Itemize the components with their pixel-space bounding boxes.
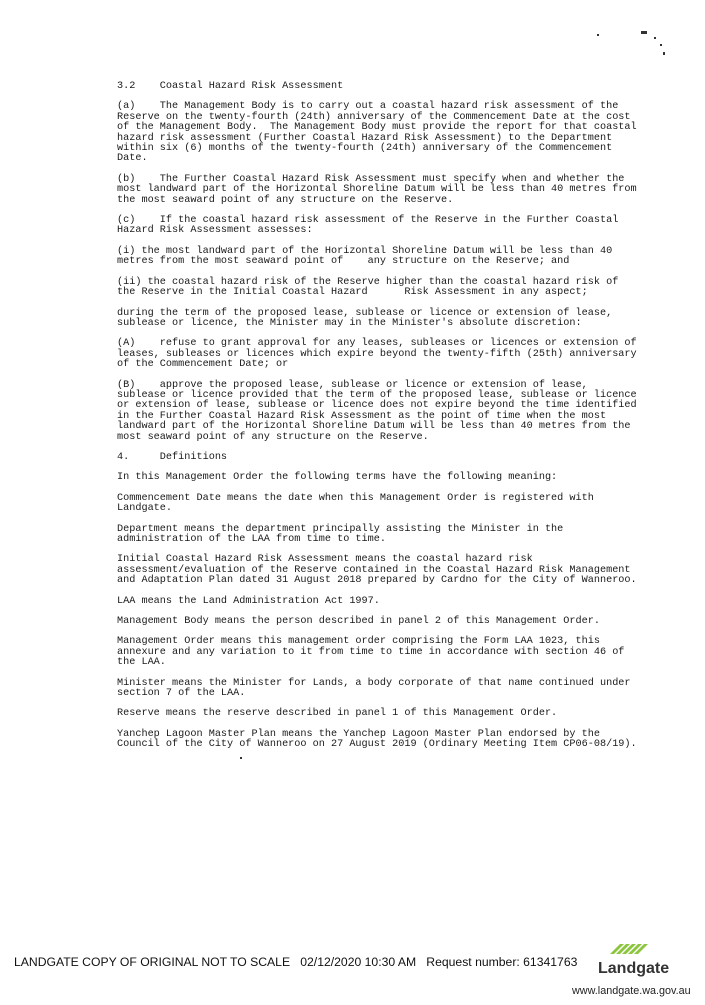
item-B: (B) approve the proposed lease, sublease or licence or extension of lease, sublease or licence provided that the term of the proposed lease, sublease or licence or extension of lease, sublease or licence does not expire beyond the time identified in the Further Coastal Hazard Risk Assessment as the point of time when the most landward part of the Horizontal Shoreline Datum will be less than 40 metres from the most seaward point of any structure on the Reserve.	[117, 379, 643, 443]
definition-department: Department means the department principally assisting the Minister in the administration of the LAA from time to time.	[117, 523, 570, 545]
paragraph-b: (b) The Further Coastal Hazard Risk Assessment must specify when and whether the most landward part of the Horizontal Shoreline Datum will be less than 40 metres from the most seaward point of any structure on the Reserve.	[117, 173, 643, 206]
landgate-url[interactable]: www.landgate.wa.gov.au	[572, 985, 691, 997]
item-i: (i) the most landward part of the Horizontal Shoreline Datum will be less than 40 metres from the most seaward point of any structure on the Reserve; and	[117, 245, 619, 268]
definition-reserve: Reserve means the reserve described in panel 1 of this Management Order.	[117, 708, 558, 720]
definition-initial-assessment: Initial Coastal Hazard Risk Assessment means the coastal hazard risk assessment/evaluation of the Reserve contained in the Coastal Hazard Risk Management and Adaptation Plan dated 31 August 2018 prepared by Cardno for the City of Wanneroo.	[117, 554, 637, 587]
item-ii: (ii) the coastal hazard risk of the Reserve higher than the coastal hazard risk of the Reserve in the Initial Coastal Hazard Risk Assessment in any aspect;	[117, 276, 625, 299]
definition-minister: Minister means the Minister for Lands, a body corporate of that name continued under section 7 of the LAA.	[117, 677, 637, 700]
paragraph-a: (a) The Management Body is to carry out a coastal hazard risk assessment of the Reserve on the twenty-fourth (24th) anniversary of the Commencement Date at the cost of the Management Body. The Management Body must provide the report for that coastal hazard risk assessment (Further Coastal Hazard Risk Assessment) to the Department within six (6) months of the twenty-fourth (24th) anniversary of the Commencement Date.	[117, 101, 643, 165]
copy-notice: LANDGATE COPY OF ORIGINAL NOT TO SCALE 02/12/2020 10:30 AM Request number: 61341763	[14, 955, 578, 969]
definition-management-body: Management Body means the person described in panel 2 of this Management Order.	[117, 616, 600, 628]
definition-master-plan: Yanchep Lagoon Master Plan means the Yanchep Lagoon Master Plan endorsed by the Council of the City of Wanneroo on 27 August 2019 (Ordinary Meeting Item CP06-08/19).	[117, 728, 637, 751]
definition-management-order: Management Order means this management order comprising the Form LAA 1023, this annexure and any variation to it from time to time in accordance with section 46 of the LAA.	[117, 636, 631, 669]
paragraph-c: (c) If the coastal hazard risk assessment of the Reserve in the Further Coastal Hazard Risk Assessment assesses:	[117, 215, 625, 237]
section-heading-3-2: 3.2 Coastal Hazard Risk Assessment	[117, 81, 344, 92]
item-A: (A) refuse to grant approval for any leases, subleases or licences or extension of leases, subleases or licences which expire beyond the twenty-fifth (25th) anniversary of the Commencement Date; or	[117, 338, 643, 371]
definitions-intro: In this Management Order the following terms have the following meaning:	[117, 472, 558, 484]
landgate-wordmark: Landgate	[598, 960, 670, 977]
document-body	[117, 82, 641, 761]
section-heading-4: 4. Definitions	[117, 451, 228, 463]
discretion-paragraph: during the term of the proposed lease, sublease or licence or extension of lease, sublease or licence, the Minister may in the Minister's absolute discretion:	[117, 307, 619, 329]
definition-commencement-date: Commencement Date means the date when this Management Order is registered with Landgate.	[117, 492, 600, 515]
definition-laa: LAA means the Land Administration Act 1997.	[117, 595, 380, 607]
